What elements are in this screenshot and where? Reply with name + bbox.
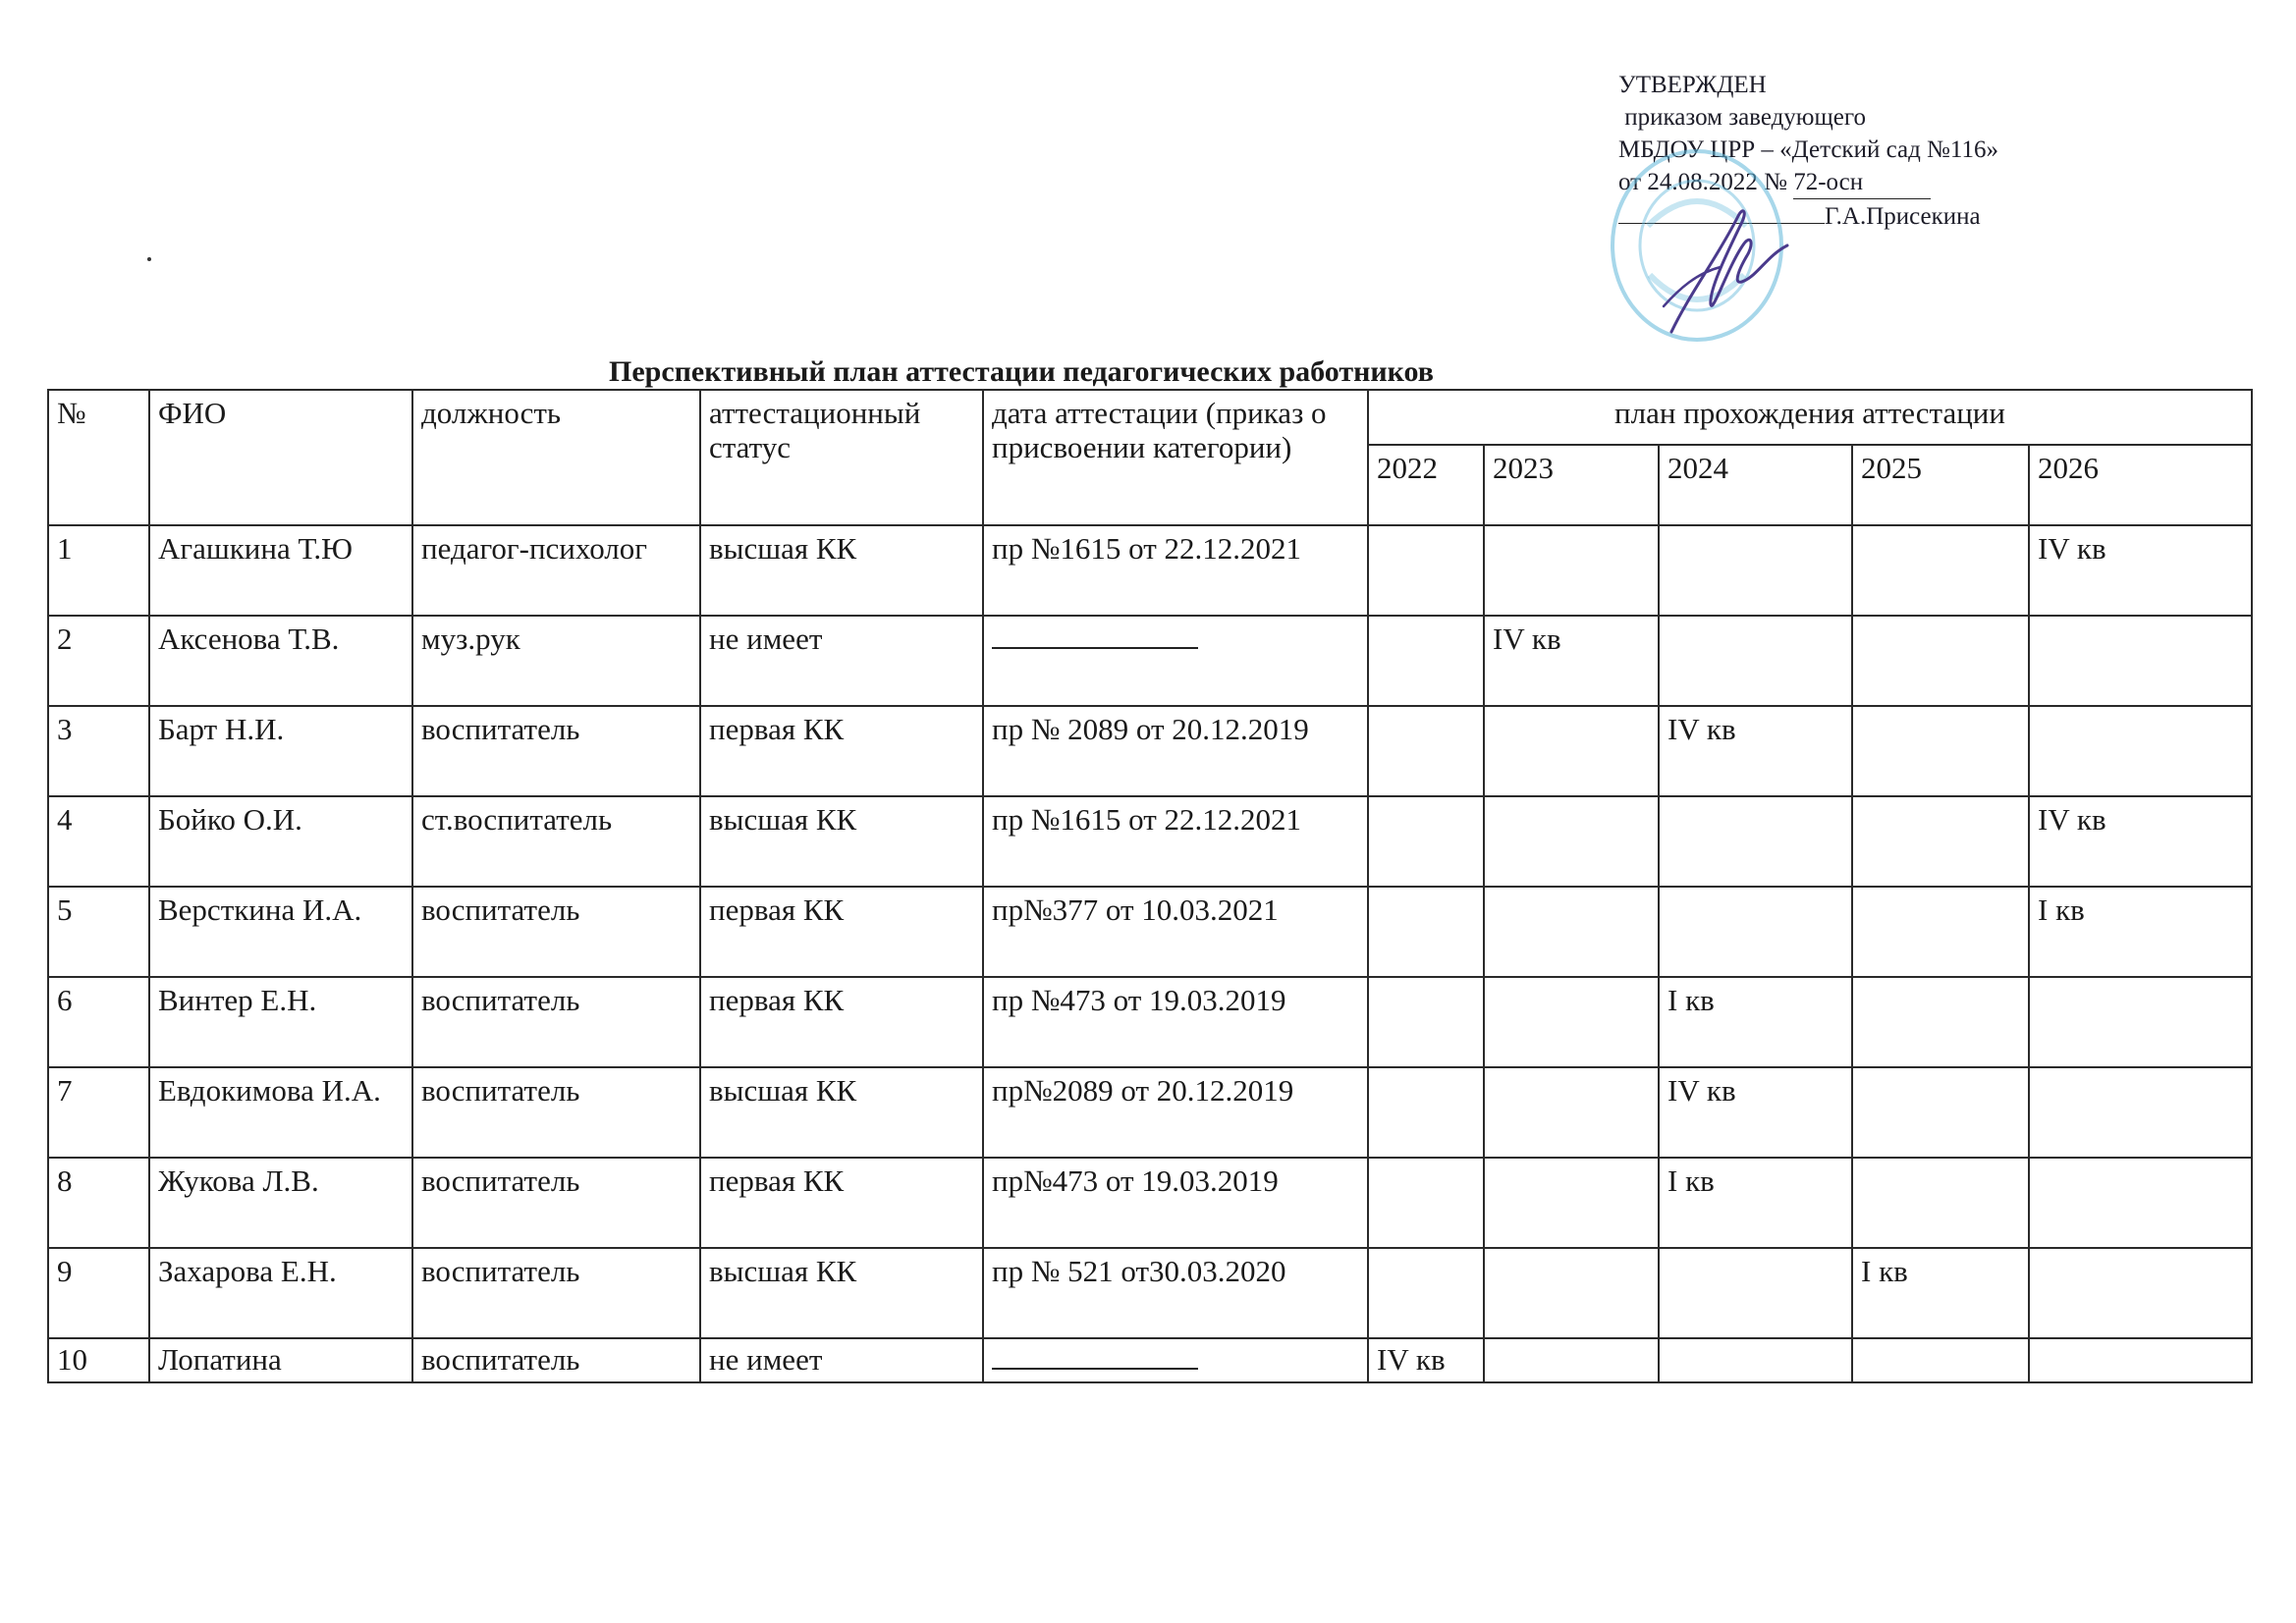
cell-position: воспитатель — [412, 1248, 700, 1338]
cell-fio: Винтер Е.Н. — [149, 977, 412, 1067]
cell-date: пр № 521 от30.03.2020 — [983, 1248, 1368, 1338]
cell-status: первая КК — [700, 706, 983, 796]
cell-position: воспитатель — [412, 977, 700, 1067]
header-position: должность — [412, 390, 700, 525]
cell-2025 — [1852, 796, 2029, 887]
cell-2026 — [2029, 1067, 2252, 1158]
cell-2025 — [1852, 977, 2029, 1067]
header-year: 2023 — [1484, 445, 1659, 525]
cell-status: не имеет — [700, 1338, 983, 1382]
cell-fio: Бойко О.И. — [149, 796, 412, 887]
cell-2024 — [1659, 525, 1852, 616]
cell-date — [983, 616, 1368, 706]
cell-fio: Барт Н.И. — [149, 706, 412, 796]
header-number: № — [48, 390, 149, 525]
table-row — [48, 1338, 2252, 1382]
cell-2023 — [1484, 1067, 1659, 1158]
cell-2022: IV кв — [1368, 1338, 1484, 1382]
cell-2022 — [1368, 616, 1484, 706]
approval-order-date: от 24.08.2022 № 72-осн — [1618, 166, 1998, 199]
header-year: 2024 — [1659, 445, 1852, 525]
cell-position: воспитатель — [412, 1158, 700, 1248]
cell-number: 1 — [48, 525, 149, 616]
cell-number: 4 — [48, 796, 149, 887]
cell-status: высшая КК — [700, 1067, 983, 1158]
cell-2026 — [2029, 706, 2252, 796]
cell-2024: I кв — [1659, 977, 1852, 1067]
cell-2022 — [1368, 887, 1484, 977]
cell-date: пр№377 от 10.03.2021 — [983, 887, 1368, 977]
date-blank — [992, 623, 1198, 649]
cell-date: пр №1615 от 22.12.2021 — [983, 525, 1368, 616]
cell-date — [983, 1338, 1368, 1382]
signature — [1650, 196, 1797, 344]
attestation-table — [47, 389, 2253, 1383]
cell-2023 — [1484, 1338, 1659, 1382]
table-row — [48, 525, 2252, 616]
cell-status: не имеет — [700, 616, 983, 706]
cell-number: 9 — [48, 1248, 149, 1338]
header-status: аттестационный статус — [700, 390, 983, 525]
cell-2026 — [2029, 977, 2252, 1067]
cell-number: 10 — [48, 1338, 149, 1382]
signer-name: Г.А.Присекина — [1825, 203, 1981, 230]
cell-2022 — [1368, 706, 1484, 796]
cell-2023 — [1484, 706, 1659, 796]
cell-status: высшая КК — [700, 1248, 983, 1338]
cell-position: ст.воспитатель — [412, 796, 700, 887]
approval-organization: МБДОУ ЦРР – «Детский сад №116» — [1618, 136, 1998, 163]
cell-2022 — [1368, 796, 1484, 887]
cell-2023 — [1484, 1158, 1659, 1248]
cell-date: пр№2089 от 20.12.2019 — [983, 1067, 1368, 1158]
order-number: 72-осн — [1793, 166, 1931, 199]
cell-position: педагог-психолог — [412, 525, 700, 616]
cell-2022 — [1368, 1248, 1484, 1338]
cell-position: воспитатель — [412, 1338, 700, 1382]
cell-2026: IV кв — [2029, 796, 2252, 887]
cell-2026: IV кв — [2029, 525, 2252, 616]
cell-2022 — [1368, 1067, 1484, 1158]
approval-heading: УТВЕРЖДЕН — [1618, 72, 1767, 98]
cell-2024 — [1659, 1338, 1852, 1382]
table-row — [48, 706, 2252, 796]
cell-number: 2 — [48, 616, 149, 706]
cell-2024 — [1659, 1248, 1852, 1338]
table-row — [48, 977, 2252, 1067]
table-row — [48, 1067, 2252, 1158]
table-row — [48, 887, 2252, 977]
cell-2024: IV кв — [1659, 1067, 1852, 1158]
cell-fio: Лопатина — [149, 1338, 412, 1382]
cell-date: пр №473 от 19.03.2019 — [983, 977, 1368, 1067]
cell-2025: I кв — [1852, 1248, 2029, 1338]
cell-2026 — [2029, 1338, 2252, 1382]
cell-number: 5 — [48, 887, 149, 977]
cell-status: первая КК — [700, 887, 983, 977]
table-row — [48, 1248, 2252, 1338]
cell-2024 — [1659, 616, 1852, 706]
table-row — [48, 616, 2252, 706]
cell-2024: IV кв — [1659, 706, 1852, 796]
cell-2023 — [1484, 887, 1659, 977]
cell-number: 8 — [48, 1158, 149, 1248]
cell-2025 — [1852, 525, 2029, 616]
cell-2025 — [1852, 1338, 2029, 1382]
cell-status: первая КК — [700, 1158, 983, 1248]
cell-2022 — [1368, 1158, 1484, 1248]
cell-date: пр № 2089 от 20.12.2019 — [983, 706, 1368, 796]
cell-position: муз.рук — [412, 616, 700, 706]
cell-number: 3 — [48, 706, 149, 796]
cell-fio: Захарова Е.Н. — [149, 1248, 412, 1338]
header-year: 2026 — [2029, 445, 2252, 525]
cell-2023 — [1484, 796, 1659, 887]
cell-2024 — [1659, 796, 1852, 887]
cell-2025 — [1852, 706, 2029, 796]
cell-2026: I кв — [2029, 887, 2252, 977]
header-date: дата аттестации (приказ о присвоении категории) — [983, 390, 1368, 525]
cell-2023 — [1484, 525, 1659, 616]
cell-number: 6 — [48, 977, 149, 1067]
speck — [147, 257, 151, 261]
header-year: 2022 — [1368, 445, 1484, 525]
cell-status: высшая КК — [700, 796, 983, 887]
cell-2024 — [1659, 887, 1852, 977]
header-plan: план прохождения аттестации — [1368, 390, 2252, 445]
cell-status: первая КК — [700, 977, 983, 1067]
cell-date: пр№473 от 19.03.2019 — [983, 1158, 1368, 1248]
cell-2026 — [2029, 1158, 2252, 1248]
table-row — [48, 796, 2252, 887]
table-row — [48, 1158, 2252, 1248]
cell-2025 — [1852, 616, 2029, 706]
cell-number: 7 — [48, 1067, 149, 1158]
cell-position: воспитатель — [412, 887, 700, 977]
approval-order-line: приказом заведующего — [1624, 104, 1866, 131]
cell-fio: Жукова Л.В. — [149, 1158, 412, 1248]
cell-date: пр №1615 от 22.12.2021 — [983, 796, 1368, 887]
cell-fio: Агашкина Т.Ю — [149, 525, 412, 616]
page-title: Перспективный план аттестации педагогических работников — [609, 355, 1434, 388]
cell-2025 — [1852, 1158, 2029, 1248]
cell-2023: IV кв — [1484, 616, 1659, 706]
cell-2026 — [2029, 616, 2252, 706]
cell-2026 — [2029, 1248, 2252, 1338]
cell-status: высшая КК — [700, 525, 983, 616]
date-blank — [992, 1344, 1198, 1370]
header-row — [48, 390, 2252, 445]
cell-2023 — [1484, 1248, 1659, 1338]
cell-2025 — [1852, 887, 2029, 977]
cell-2024: I кв — [1659, 1158, 1852, 1248]
header-fio: ФИО — [149, 390, 412, 525]
header-year: 2025 — [1852, 445, 2029, 525]
cell-2022 — [1368, 525, 1484, 616]
cell-2022 — [1368, 977, 1484, 1067]
cell-2025 — [1852, 1067, 2029, 1158]
cell-position: воспитатель — [412, 706, 700, 796]
cell-position: воспитатель — [412, 1067, 700, 1158]
cell-2023 — [1484, 977, 1659, 1067]
cell-fio: Версткина И.А. — [149, 887, 412, 977]
cell-fio: Аксенова Т.В. — [149, 616, 412, 706]
cell-fio: Евдокимова И.А. — [149, 1067, 412, 1158]
